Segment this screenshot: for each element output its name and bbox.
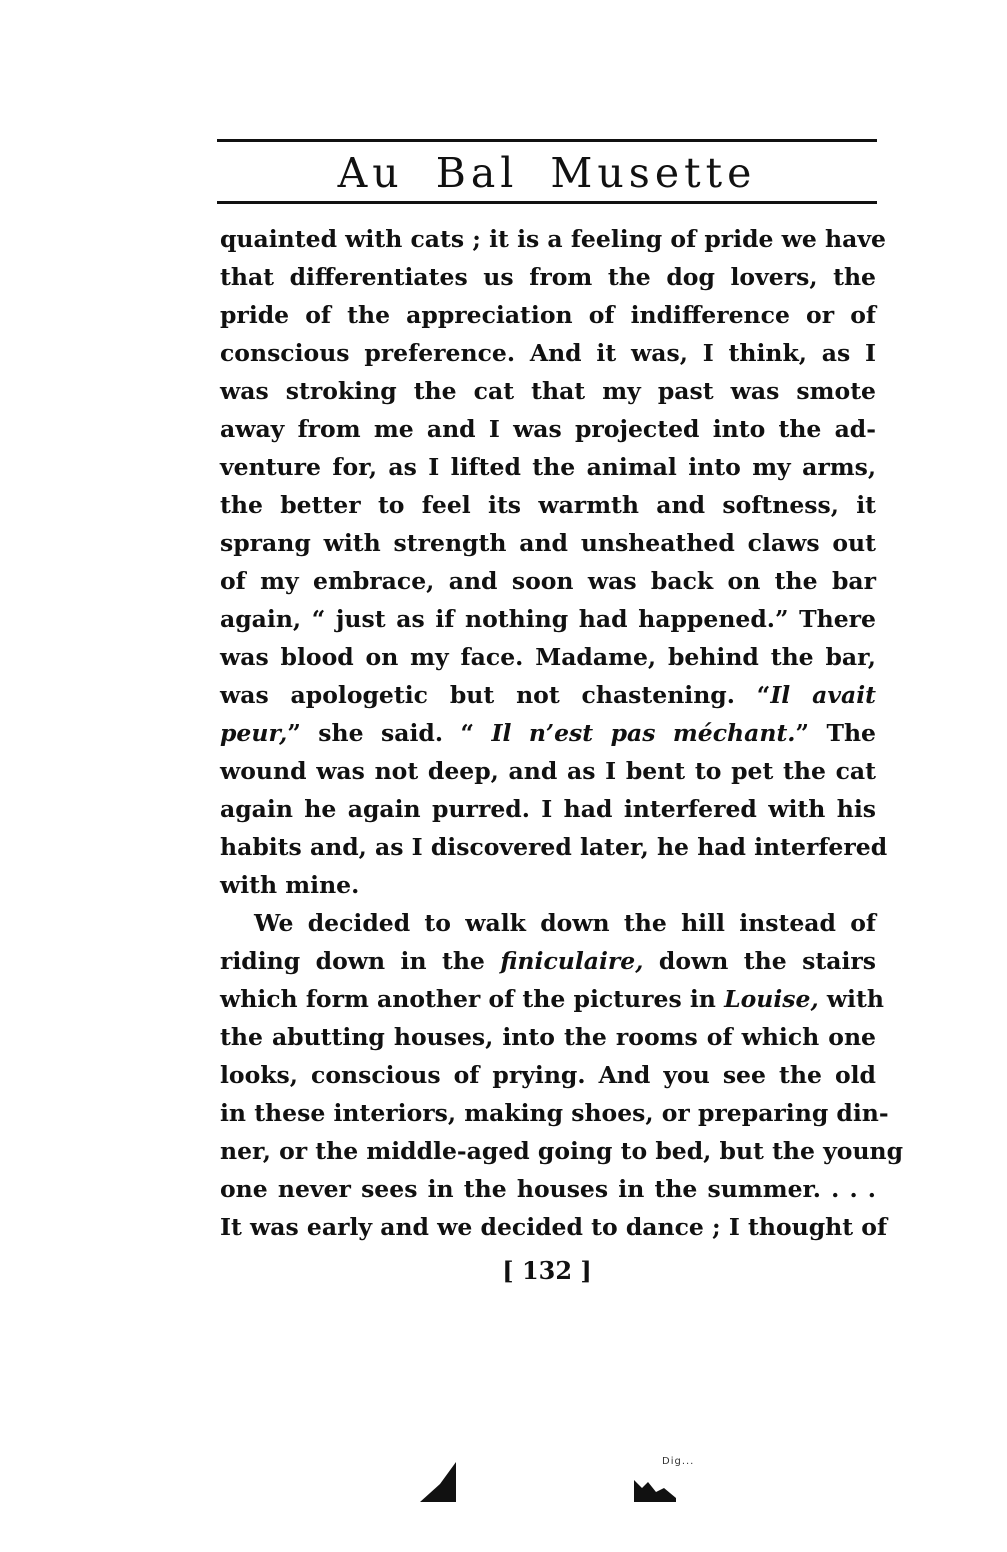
text-line: conscious preference. And it was, I think, as I bbox=[220, 339, 876, 367]
header-bottom-rule bbox=[217, 201, 877, 204]
text-span: which form another of the pictures in bbox=[220, 985, 725, 1013]
italic-phrase: Louise, bbox=[724, 985, 819, 1013]
text-line: It was early and we decided to dance ; I thought of bbox=[220, 1213, 888, 1241]
text-line: habits and, as I discovered later, he had interfered bbox=[220, 833, 888, 861]
text-span: was apologetic but not chastening. “ bbox=[220, 681, 771, 709]
text-span: ” The bbox=[795, 719, 876, 747]
text-line: We decided to walk down the hill instead of bbox=[254, 909, 876, 937]
text-line: ner, or the middle-aged going to bed, but the young bbox=[220, 1137, 904, 1165]
text-line: wound was not deep, and as I bent to pet the cat bbox=[220, 757, 876, 785]
paragraph-2 bbox=[220, 904, 904, 1246]
text-line: away from me and I was projected into the ad- bbox=[220, 415, 876, 443]
text-line: venture for, as I lifted the animal into my arms, bbox=[220, 453, 876, 481]
text-line: pride of the appreciation of indifference or of bbox=[220, 301, 876, 329]
header-top-rule bbox=[217, 139, 877, 142]
mountain-mark-icon bbox=[634, 1478, 676, 1502]
text-span: down the stairs bbox=[643, 947, 876, 975]
text-line: the better to feel its warmth and softness, it bbox=[220, 491, 876, 519]
italic-phrase: finiculaire, bbox=[500, 947, 644, 975]
text-line: that differentiates us from the dog lovers, the bbox=[220, 263, 876, 291]
watermark-fragment: Dig... bbox=[662, 1456, 695, 1467]
text-line: with mine. bbox=[220, 871, 360, 899]
text-line bbox=[220, 942, 876, 980]
italic-phrase: Il avait bbox=[770, 681, 876, 709]
text-line: quainted with cats ; it is a feeling of pride we have bbox=[220, 225, 886, 253]
text-span: with bbox=[818, 985, 884, 1013]
text-line: again, “ just as if nothing had happened.” There bbox=[220, 605, 876, 633]
page-number: [ 132 ] bbox=[502, 1256, 592, 1285]
text-line: in these interiors, making shoes, or preparing din- bbox=[220, 1099, 889, 1127]
text-line: of my embrace, and soon was back on the bar bbox=[220, 567, 876, 595]
running-head: Au Bal Musette bbox=[337, 149, 757, 197]
triangle-mark-icon bbox=[420, 1462, 456, 1502]
paragraph-1 bbox=[220, 220, 888, 904]
italic-phrase: Il n’est pas méchant. bbox=[491, 719, 796, 747]
italic-phrase: peur, bbox=[220, 719, 288, 747]
text-line bbox=[220, 676, 876, 714]
text-line: one never sees in the houses in the summer. . . . bbox=[220, 1175, 876, 1203]
text-line: again he again purred. I had interfered with his bbox=[220, 795, 876, 823]
text-span: riding down in the bbox=[220, 947, 501, 975]
text-line: the abutting houses, into the rooms of which one bbox=[220, 1023, 876, 1051]
text-line: sprang with strength and unsheathed claws out bbox=[220, 529, 876, 557]
text-line: was blood on my face. Madame, behind the bar, bbox=[220, 643, 876, 671]
body-text bbox=[220, 220, 904, 1246]
text-line: was stroking the cat that my past was smote bbox=[220, 377, 876, 405]
text-line: looks, conscious of prying. And you see the old bbox=[220, 1061, 876, 1089]
text-line bbox=[220, 714, 876, 752]
text-span: ” she said. “ bbox=[287, 719, 492, 747]
text-line bbox=[220, 980, 884, 1018]
